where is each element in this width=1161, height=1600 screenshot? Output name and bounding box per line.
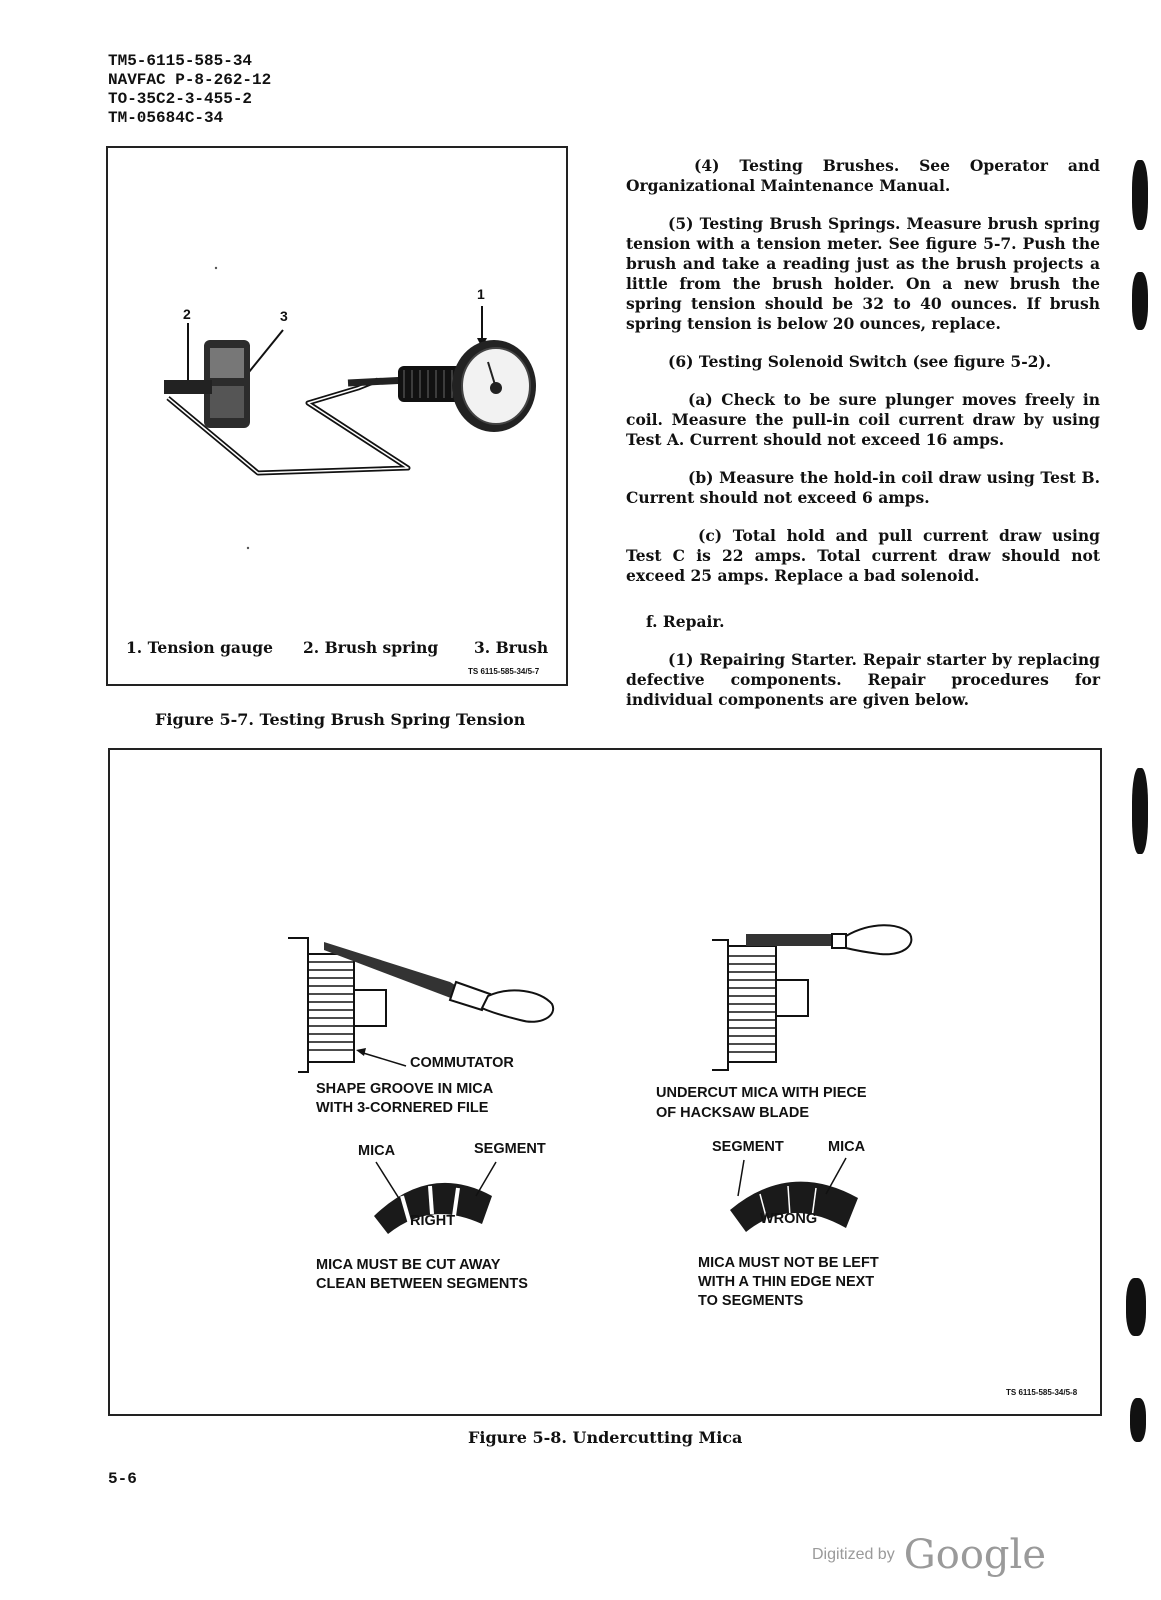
scan-shadow-4 bbox=[1126, 1278, 1146, 1336]
digitized-by-google-watermark bbox=[812, 1532, 1046, 1578]
right-bottom-line-3: TO SEGMENTS bbox=[698, 1293, 804, 1309]
callout-3: 3 bbox=[280, 308, 288, 324]
right-bottom-line-1: MICA MUST NOT BE LEFT bbox=[698, 1255, 879, 1271]
right-mica-label: MICA bbox=[828, 1139, 866, 1155]
figure-5-7-frame bbox=[106, 146, 568, 686]
figure-5-8-frame bbox=[108, 748, 1102, 1416]
legend-brush-spring: 2. Brush spring bbox=[303, 638, 439, 657]
undercutting-mica-illustration bbox=[110, 750, 1100, 1414]
para-repairing-starter: (1) Repairing Starter. Repair starter by replacing defective components. Repair procedures for individual components are given below. bbox=[626, 650, 1100, 709]
para-hold-in-coil: (b) Measure the hold-in coil draw using Test B. Current should not exceed 6 amps. bbox=[626, 468, 1100, 507]
para-check-plunger: (a) Check to be sure plunger moves freely in coil. Measure the pull-in coil current draw by using Test A. Current should not exceed 16 amps. bbox=[626, 390, 1100, 449]
scan-shadow-3 bbox=[1132, 768, 1148, 854]
para-total-current: (c) Total hold and pull current draw using Test C is 22 amps. Total current draw should not exceed 25 amps. Replace a bad solenoid. bbox=[626, 526, 1100, 585]
header-line-3: TO-35C2-3-455-2 bbox=[108, 90, 253, 108]
scan-shadow-2 bbox=[1132, 272, 1148, 330]
para-repair-heading: f. Repair. bbox=[646, 612, 725, 631]
left-mica-label: MICA bbox=[358, 1143, 396, 1159]
header-line-2: NAVFAC P-8-262-12 bbox=[108, 71, 272, 89]
figure-5-7-ts-code: TS 6115-585-34/5-7 bbox=[468, 667, 540, 676]
left-top-line-1: SHAPE GROOVE IN MICA bbox=[316, 1081, 494, 1097]
digitized-by-text: Digitized by bbox=[812, 1546, 895, 1563]
tension-gauge-illustration bbox=[108, 148, 566, 588]
para-testing-solenoid: (6) Testing Solenoid Switch (see figure 5-2). bbox=[668, 352, 1052, 371]
left-segment-label: SEGMENT bbox=[474, 1141, 546, 1157]
commutator-label: COMMUTATOR bbox=[410, 1055, 514, 1071]
legend-brush: 3. Brush bbox=[474, 638, 549, 657]
header-line-4: TM-05684C-34 bbox=[108, 109, 224, 127]
document-header bbox=[108, 52, 271, 128]
legend-tension-gauge: 1. Tension gauge bbox=[126, 638, 273, 657]
header-line-1: TM5-6115-585-34 bbox=[108, 52, 253, 70]
callout-2: 2 bbox=[183, 306, 191, 322]
right-top-line-2: OF HACKSAW BLADE bbox=[656, 1105, 810, 1121]
left-bottom-line-1: MICA MUST BE CUT AWAY bbox=[316, 1257, 501, 1273]
callout-1: 1 bbox=[477, 286, 485, 302]
right-segment-label: SEGMENT bbox=[712, 1139, 784, 1155]
left-top-line-2: WITH 3-CORNERED FILE bbox=[316, 1100, 489, 1116]
para-testing-brushes: (4) Testing Brushes. See Operator and Organizational Maintenance Manual. bbox=[626, 156, 1100, 195]
scan-shadow-1 bbox=[1132, 160, 1148, 230]
wrong-example-label: WRONG bbox=[760, 1211, 818, 1227]
right-top-line-1: UNDERCUT MICA WITH PIECE bbox=[656, 1085, 867, 1101]
right-bottom-line-2: WITH A THIN EDGE NEXT bbox=[698, 1274, 875, 1290]
figure-5-8-caption: Figure 5-8. Undercutting Mica bbox=[468, 1428, 743, 1447]
scan-shadow-5 bbox=[1130, 1398, 1146, 1442]
body-text-column bbox=[626, 156, 1100, 728]
figure-5-8-ts-code: TS 6115-585-34/5-8 bbox=[1006, 1388, 1078, 1397]
google-logo-text: Google bbox=[903, 1532, 1046, 1578]
page-number: 5-6 bbox=[108, 1470, 137, 1488]
figure-5-7-caption: Figure 5-7. Testing Brush Spring Tension bbox=[155, 710, 526, 729]
para-testing-brush-springs: (5) Testing Brush Springs. Measure brush spring tension with a tension meter. See figure 5-7. Push the brush and take a reading just as the brush projects a little from the brush holder. On a new brush the spring tension should be 32 to 40 ounces. If brush spring tension is below 20 ounces, replace. bbox=[626, 214, 1100, 333]
right-example-label: RIGHT bbox=[410, 1213, 456, 1229]
left-bottom-line-2: CLEAN BETWEEN SEGMENTS bbox=[316, 1276, 528, 1292]
